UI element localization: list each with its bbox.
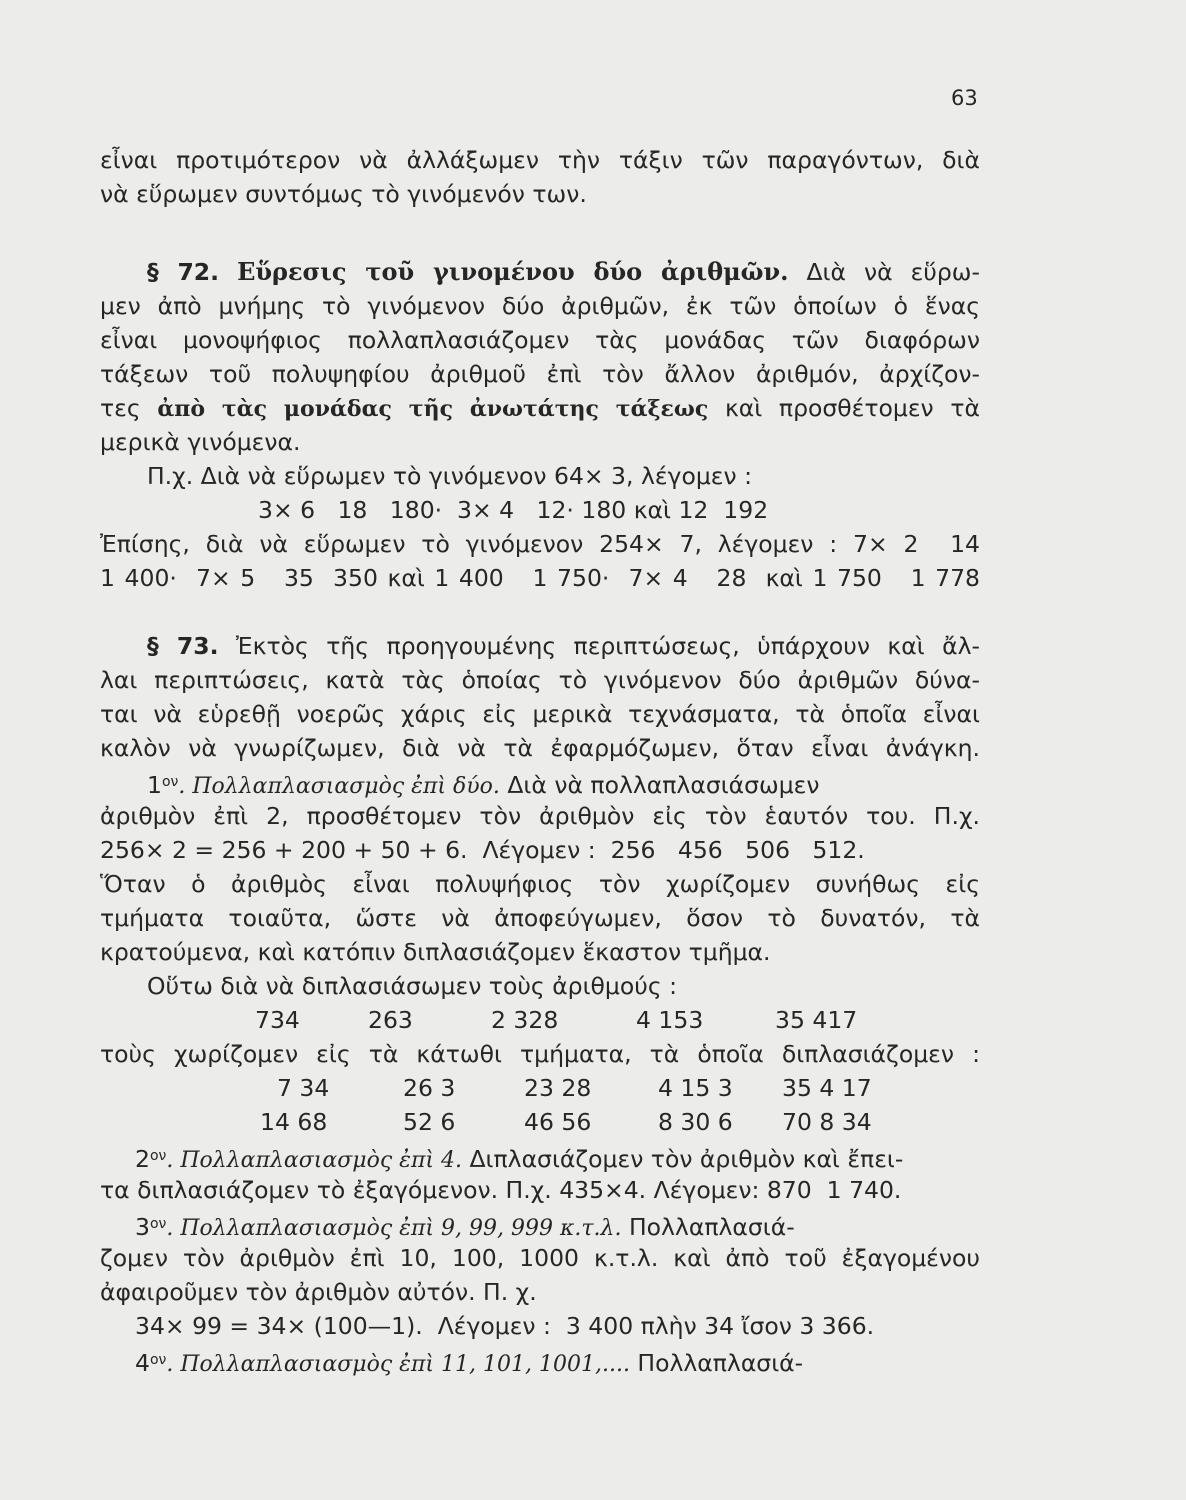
ordinal-suffix: ον <box>149 1352 167 1368</box>
page-number: 63 <box>951 86 978 110</box>
text-line: εἶναι προτιμότερον νὰ ἀλλάξωμεν τὴν τάξιν τῶν παραγόντων, διὰ <box>100 146 980 174</box>
text-line: λαι περιπτώσεις, κατὰ τὰς ὁποίας τὸ γινόμενον δύο ἀριθμῶν δύνα- <box>100 666 980 694</box>
text-fragment: Διὰ νὰ πολλαπλασιάσωμεν <box>499 771 820 799</box>
text-line: Ὅταν ὁ ἀριθμὸς εἶναι πολυψήφιος τὸν χωρίζομεν συνήθως εἰς <box>100 870 980 898</box>
section-73-number: § 73. <box>147 632 219 660</box>
number-cell: 26 3 <box>403 1074 456 1102</box>
text-line: τα διπλασιάζομεν τὸ ἐξαγόμενον. Π.χ. 435×4. Λέγομεν: 870 1 740. <box>100 1176 902 1204</box>
case-number: 4 <box>135 1349 150 1377</box>
text-fragment: Ἐκτὸς τῆς προηγουμένης περιπτώσεως, ὑπάρχουν καὶ ἄλ- <box>235 632 980 660</box>
section-72-title: Εὕρεσις τοῦ γινομένου δύο ἀριθμῶν. <box>237 257 789 286</box>
text-line: Οὕτω διὰ νὰ διπλασιάσωμεν τοὺς ἀριθμούς : <box>147 972 678 1000</box>
number-cell: 7 34 <box>277 1074 330 1102</box>
text-line: ται νὰ εὑρεθῇ νοερῶς χάρις εἰς μερικὰ τεχνάσματα, τὰ ὁποῖα εἶναι <box>100 700 980 728</box>
text-line: Ἐπίσης, διὰ νὰ εὕρωμεν τὸ γινόμενον 254× 7, λέγομεν : 7× 2 14 <box>100 530 980 558</box>
section-73-heading <box>100 629 980 663</box>
example-line: Π.χ. Διὰ νὰ εὕρωμεν τὸ γινόμενον 64× 3, λέγομεν : <box>147 462 753 490</box>
text-fragment: Διὰ νὰ εὕρω- <box>806 258 980 286</box>
number-cell: 4 153 <box>636 1006 704 1034</box>
computation-line: 3× 6 18 180· 3× 4 12· 180 καὶ 12 192 <box>258 496 769 524</box>
text-line: κρατούμενα, καὶ κατόπιν διπλασιάζομεν ἕκαστον τμῆμα. <box>100 938 771 966</box>
number-cell: 70 8 34 <box>782 1108 872 1136</box>
text-line: τμήματα τοιαῦτα, ὥστε νὰ ἀποφεύγωμεν, ὅσον τὸ δυνατόν, τὰ <box>100 904 980 932</box>
number-cell: 14 68 <box>260 1108 328 1136</box>
number-cell: 52 6 <box>403 1108 456 1136</box>
text-fragment: καὶ προσθέτομεν τὰ <box>724 394 980 422</box>
text-line: μεν ἀπὸ μνήμης τὸ γινόμενον δύο ἀριθμῶν, ἐκ τῶν ὁποίων ὁ ἕνας <box>100 292 980 320</box>
text-fragment: Πολλαπλασιά- <box>621 1213 795 1241</box>
text-line <box>100 391 980 426</box>
number-cell: 4 15 3 <box>658 1074 733 1102</box>
ordinal-suffix: ον <box>149 1216 167 1232</box>
split-row <box>0 1071 1186 1105</box>
text-fragment: Πολλαπλασιά- <box>629 1349 804 1377</box>
text-line: νὰ εὕρωμεν συντόμως τὸ γινόμενόν των. <box>100 180 587 208</box>
case-number: 1 <box>147 771 162 799</box>
number-cell: 35 417 <box>775 1006 858 1034</box>
number-cell: 263 <box>368 1006 413 1034</box>
case-title: . Πολλαπλασιασμὸς ἐπὶ 9, 99, 999 κ.τ.λ. <box>166 1216 622 1241</box>
case-4-heading <box>135 1343 980 1382</box>
text-line: καλὸν νὰ γνωρίζωμεν, διὰ νὰ τὰ ἐφαρμόζωμεν, ὅταν εἶναι ἀνάγκη. <box>100 734 980 762</box>
text-line: τάξεων τοῦ πολυψηφίου ἀριθμοῦ ἐπὶ τὸν ἄλλον ἀριθμόν, ἀρχίζον- <box>100 360 980 388</box>
text-fragment: τες <box>100 394 141 422</box>
number-cell: 35 4 17 <box>782 1074 872 1102</box>
emphasis-text: ἀπὸ τὰς μονάδας τῆς ἀνωτάτης τάξεως <box>157 396 709 422</box>
section-72-heading <box>100 255 980 289</box>
number-cell: 734 <box>255 1006 300 1034</box>
number-cell: 46 56 <box>524 1108 592 1136</box>
text-line: ἀριθμὸν ἐπὶ 2, προσθέτομεν τὸν ἀριθμὸν εἰς τὸν ἑαυτόν του. Π.χ. <box>100 802 980 830</box>
case-title: . Πολλαπλασιασμὸς ἐπὶ 11, 101, 1001,.... <box>166 1352 630 1377</box>
case-number: 2 <box>135 1145 150 1173</box>
text-line: εἶναι μονοψήφιος πολλαπλασιάζομεν τὰς μονάδας τῶν διαφόρων <box>100 326 980 354</box>
numbers-row <box>0 1003 1186 1037</box>
case-number: 3 <box>135 1213 150 1241</box>
ordinal-suffix: ον <box>149 1148 167 1164</box>
number-cell: 23 28 <box>524 1074 592 1102</box>
doubled-row <box>0 1105 1186 1139</box>
ordinal-suffix: ον <box>161 774 179 790</box>
computation-line: 1 400· 7× 5 35 350 καὶ 1 400 1 750· 7× 4 28 καὶ 1 750 1 778 <box>100 564 980 592</box>
text-line: ἀφαιροῦμεν τὸν ἀριθμὸν αὐτόν. Π. χ. <box>100 1278 537 1306</box>
number-cell: 8 30 6 <box>658 1108 733 1136</box>
case-title: . Πολλαπλασιασμὸς ἐπὶ δύο. <box>178 774 500 799</box>
computation-line: 34× 99 = 34× (100—1). Λέγομεν : 3 400 πλὴν 34 ἴσον 3 366. <box>135 1312 875 1340</box>
case-title: . Πολλαπλασιασμὸς ἐπὶ 4. <box>166 1148 463 1173</box>
number-cell: 2 328 <box>491 1006 559 1034</box>
text-line: τοὺς χωρίζομεν εἰς τὰ κάτωθι τμήματα, τὰ ὁποῖα διπλασιάζομεν : <box>100 1040 980 1068</box>
computation-line: 256× 2 = 256 + 200 + 50 + 6. Λέγομεν : 256 456 506 512. <box>100 836 865 864</box>
text-line: μερικὰ γινόμενα. <box>100 428 301 456</box>
section-72-number: § 72. <box>147 258 220 286</box>
text-fragment: Διπλασιάζομεν τὸν ἀριθμὸν καὶ ἔπει- <box>462 1145 904 1173</box>
text-line: ζομεν τὸν ἀριθμὸν ἐπὶ 10, 100, 1000 κ.τ.λ. καὶ ἀπὸ τοῦ ἐξαγομένου <box>100 1244 980 1272</box>
